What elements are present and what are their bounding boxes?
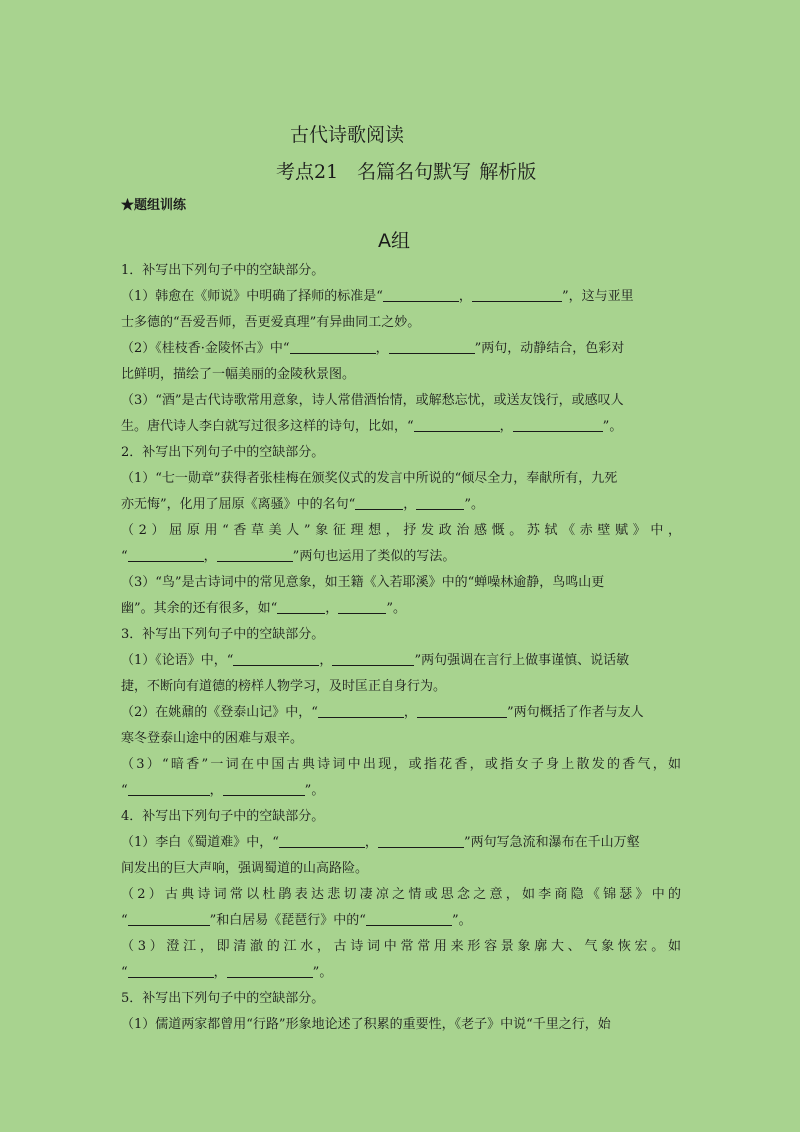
question-line: 比鲜明，描绘了一幅美丽的金陵秋景图。 xyxy=(121,367,356,382)
text: ”两句概括了作者与友人 xyxy=(506,705,644,720)
comma: ， xyxy=(209,783,223,798)
question-line: 士多德的“吾爱吾师，吾更爱真理”有异曲同工之妙。 xyxy=(121,315,421,330)
question-line xyxy=(121,492,681,518)
question-line: 间发出的巨大声响，强调蜀道的山高路险。 xyxy=(121,861,369,876)
answer-blank[interactable] xyxy=(223,781,305,796)
answer-blank[interactable] xyxy=(416,495,464,510)
answer-blank[interactable] xyxy=(128,547,204,562)
text: （1）韩愈在《师说》中明确了择师的标准是“ xyxy=(121,289,383,304)
answer-blank[interactable] xyxy=(290,339,376,354)
answer-blank[interactable] xyxy=(338,599,386,614)
comma: ， xyxy=(403,705,417,720)
text: ”。 xyxy=(464,497,484,512)
comma: ， xyxy=(499,419,513,434)
comma: ， xyxy=(325,601,339,616)
question-head: 1．补写出下列句子中的空缺部分。 xyxy=(121,263,325,278)
question-line: （3）“酒”是古代诗歌常用意象，诗人常借酒怡情，或解愁忘忧，或送友饯行，或感叹人 xyxy=(121,393,624,408)
answer-blank[interactable] xyxy=(279,833,365,848)
text: ”，这与亚里 xyxy=(561,289,634,304)
document-title: 古代诗歌阅读 xyxy=(290,124,405,146)
question-4 xyxy=(121,804,681,986)
answer-blank[interactable] xyxy=(355,495,403,510)
question-line: （3）“暗香”一词在中国古典诗词中出现，或指花香，或指女子身上散发的香气，如 xyxy=(121,757,681,772)
comma: ， xyxy=(458,289,472,304)
question-line xyxy=(121,778,681,804)
text: 幽”。其余的还有很多，如“ xyxy=(121,601,278,616)
question-line: 寒冬登泰山途中的困难与艰辛。 xyxy=(121,731,304,746)
text: “ xyxy=(121,783,128,798)
text: ”。 xyxy=(451,913,472,928)
question-5 xyxy=(121,986,681,1038)
text: ”。 xyxy=(602,419,623,434)
answer-blank[interactable] xyxy=(389,339,475,354)
question-2 xyxy=(121,440,681,622)
answer-blank[interactable] xyxy=(128,963,214,978)
question-1 xyxy=(121,258,681,440)
question-line xyxy=(121,414,681,440)
question-line: （3）“鸟”是古诗词中的常见意象，如王籍《入若耶溪》中的“蝉噪林逾静，鸟鸣山更 xyxy=(121,575,605,590)
text: “ xyxy=(121,913,128,928)
text: 亦无悔”，化用了屈原《离骚》中的名句“ xyxy=(121,497,356,512)
answer-blank[interactable] xyxy=(128,781,210,796)
question-line: （2）屈原用“香草美人”象征理想，抒发政治感慨。苏轼《赤壁赋》中， xyxy=(121,523,681,538)
question-head: 5．补写出下列句子中的空缺部分。 xyxy=(121,991,325,1006)
text: （1）李白《蜀道难》中，“ xyxy=(121,835,279,850)
text: ”。 xyxy=(312,965,333,980)
question-line xyxy=(121,700,681,726)
question-line: （2）古典诗词常以杜鹃表达悲切凄凉之情或思念之意，如李商隐《锦瑟》中的 xyxy=(121,887,681,902)
text: 生。唐代诗人李白就写过很多这样的诗句，比如，“ xyxy=(121,419,414,434)
comma: ， xyxy=(319,653,333,668)
answer-blank[interactable] xyxy=(366,911,452,926)
question-line xyxy=(121,544,681,570)
question-line xyxy=(121,908,681,934)
answer-blank[interactable] xyxy=(417,703,507,718)
question-line xyxy=(121,648,681,674)
text: “ xyxy=(121,549,128,564)
comma: ， xyxy=(403,497,417,512)
question-line xyxy=(121,960,681,986)
answer-blank[interactable] xyxy=(227,963,313,978)
answer-blank[interactable] xyxy=(383,287,459,302)
question-list xyxy=(121,258,681,1038)
text: ”两句强调在言行上做事谨慎、说话敏 xyxy=(414,653,630,668)
question-head: 3．补写出下列句子中的空缺部分。 xyxy=(121,627,325,642)
text: ”两句，动静结合，色彩对 xyxy=(474,341,625,356)
comma: ， xyxy=(213,965,227,980)
text: （2）《桂枝香·金陵怀古》中“ xyxy=(121,341,290,356)
text: ”。 xyxy=(386,601,406,616)
answer-blank[interactable] xyxy=(128,911,210,926)
question-line: 捷，不断向有道德的榜样人物学习，及时匡正自身行为。 xyxy=(121,679,447,694)
answer-blank[interactable] xyxy=(414,417,500,432)
question-line: （1）“七一勋章”获得者张桂梅在颁奖仪式的发言中所说的“倾尽全力，奉献所有，九死 xyxy=(121,471,618,486)
question-line xyxy=(121,284,681,310)
question-line xyxy=(121,830,681,856)
question-3 xyxy=(121,622,681,804)
text: “ xyxy=(121,965,128,980)
text: ”和白居易《琵琶行》中的“ xyxy=(209,913,366,928)
answer-blank[interactable] xyxy=(378,833,464,848)
question-line: （1）儒道两家都曾用“行路”形象地论述了积累的重要性，《老子》中说“千里之行，始 xyxy=(121,1017,611,1032)
text: ”两句也运用了类似的写法。 xyxy=(292,549,456,564)
comma: ， xyxy=(375,341,389,356)
question-head: 4．补写出下列句子中的空缺部分。 xyxy=(121,809,325,824)
answer-blank[interactable] xyxy=(472,287,562,302)
comma: ， xyxy=(203,549,217,564)
question-line xyxy=(121,596,681,622)
answer-blank[interactable] xyxy=(318,703,404,718)
text: （1）《论语》中，“ xyxy=(121,653,234,668)
question-line: （3）澄江，即清澈的江水，古诗词中常常用来形容景象廓大、气象恢宏。如 xyxy=(121,939,681,954)
question-line xyxy=(121,336,681,362)
answer-blank[interactable] xyxy=(233,651,319,666)
document-subtitle: 考点21 名篇名句默写 解析版 xyxy=(276,161,537,183)
answer-blank[interactable] xyxy=(332,651,414,666)
question-head: 2．补写出下列句子中的空缺部分。 xyxy=(121,445,325,460)
answer-blank[interactable] xyxy=(513,417,603,432)
section-heading: ★题组训练 xyxy=(121,198,187,213)
answer-blank[interactable] xyxy=(217,547,293,562)
text: ”两句写急流和瀑布在千山万壑 xyxy=(463,835,640,850)
group-heading: A组 xyxy=(378,230,410,252)
comma: ， xyxy=(364,835,378,850)
text: （2）在姚鼐的《登泰山记》中，“ xyxy=(121,705,318,720)
text: ”。 xyxy=(304,783,325,798)
answer-blank[interactable] xyxy=(277,599,325,614)
